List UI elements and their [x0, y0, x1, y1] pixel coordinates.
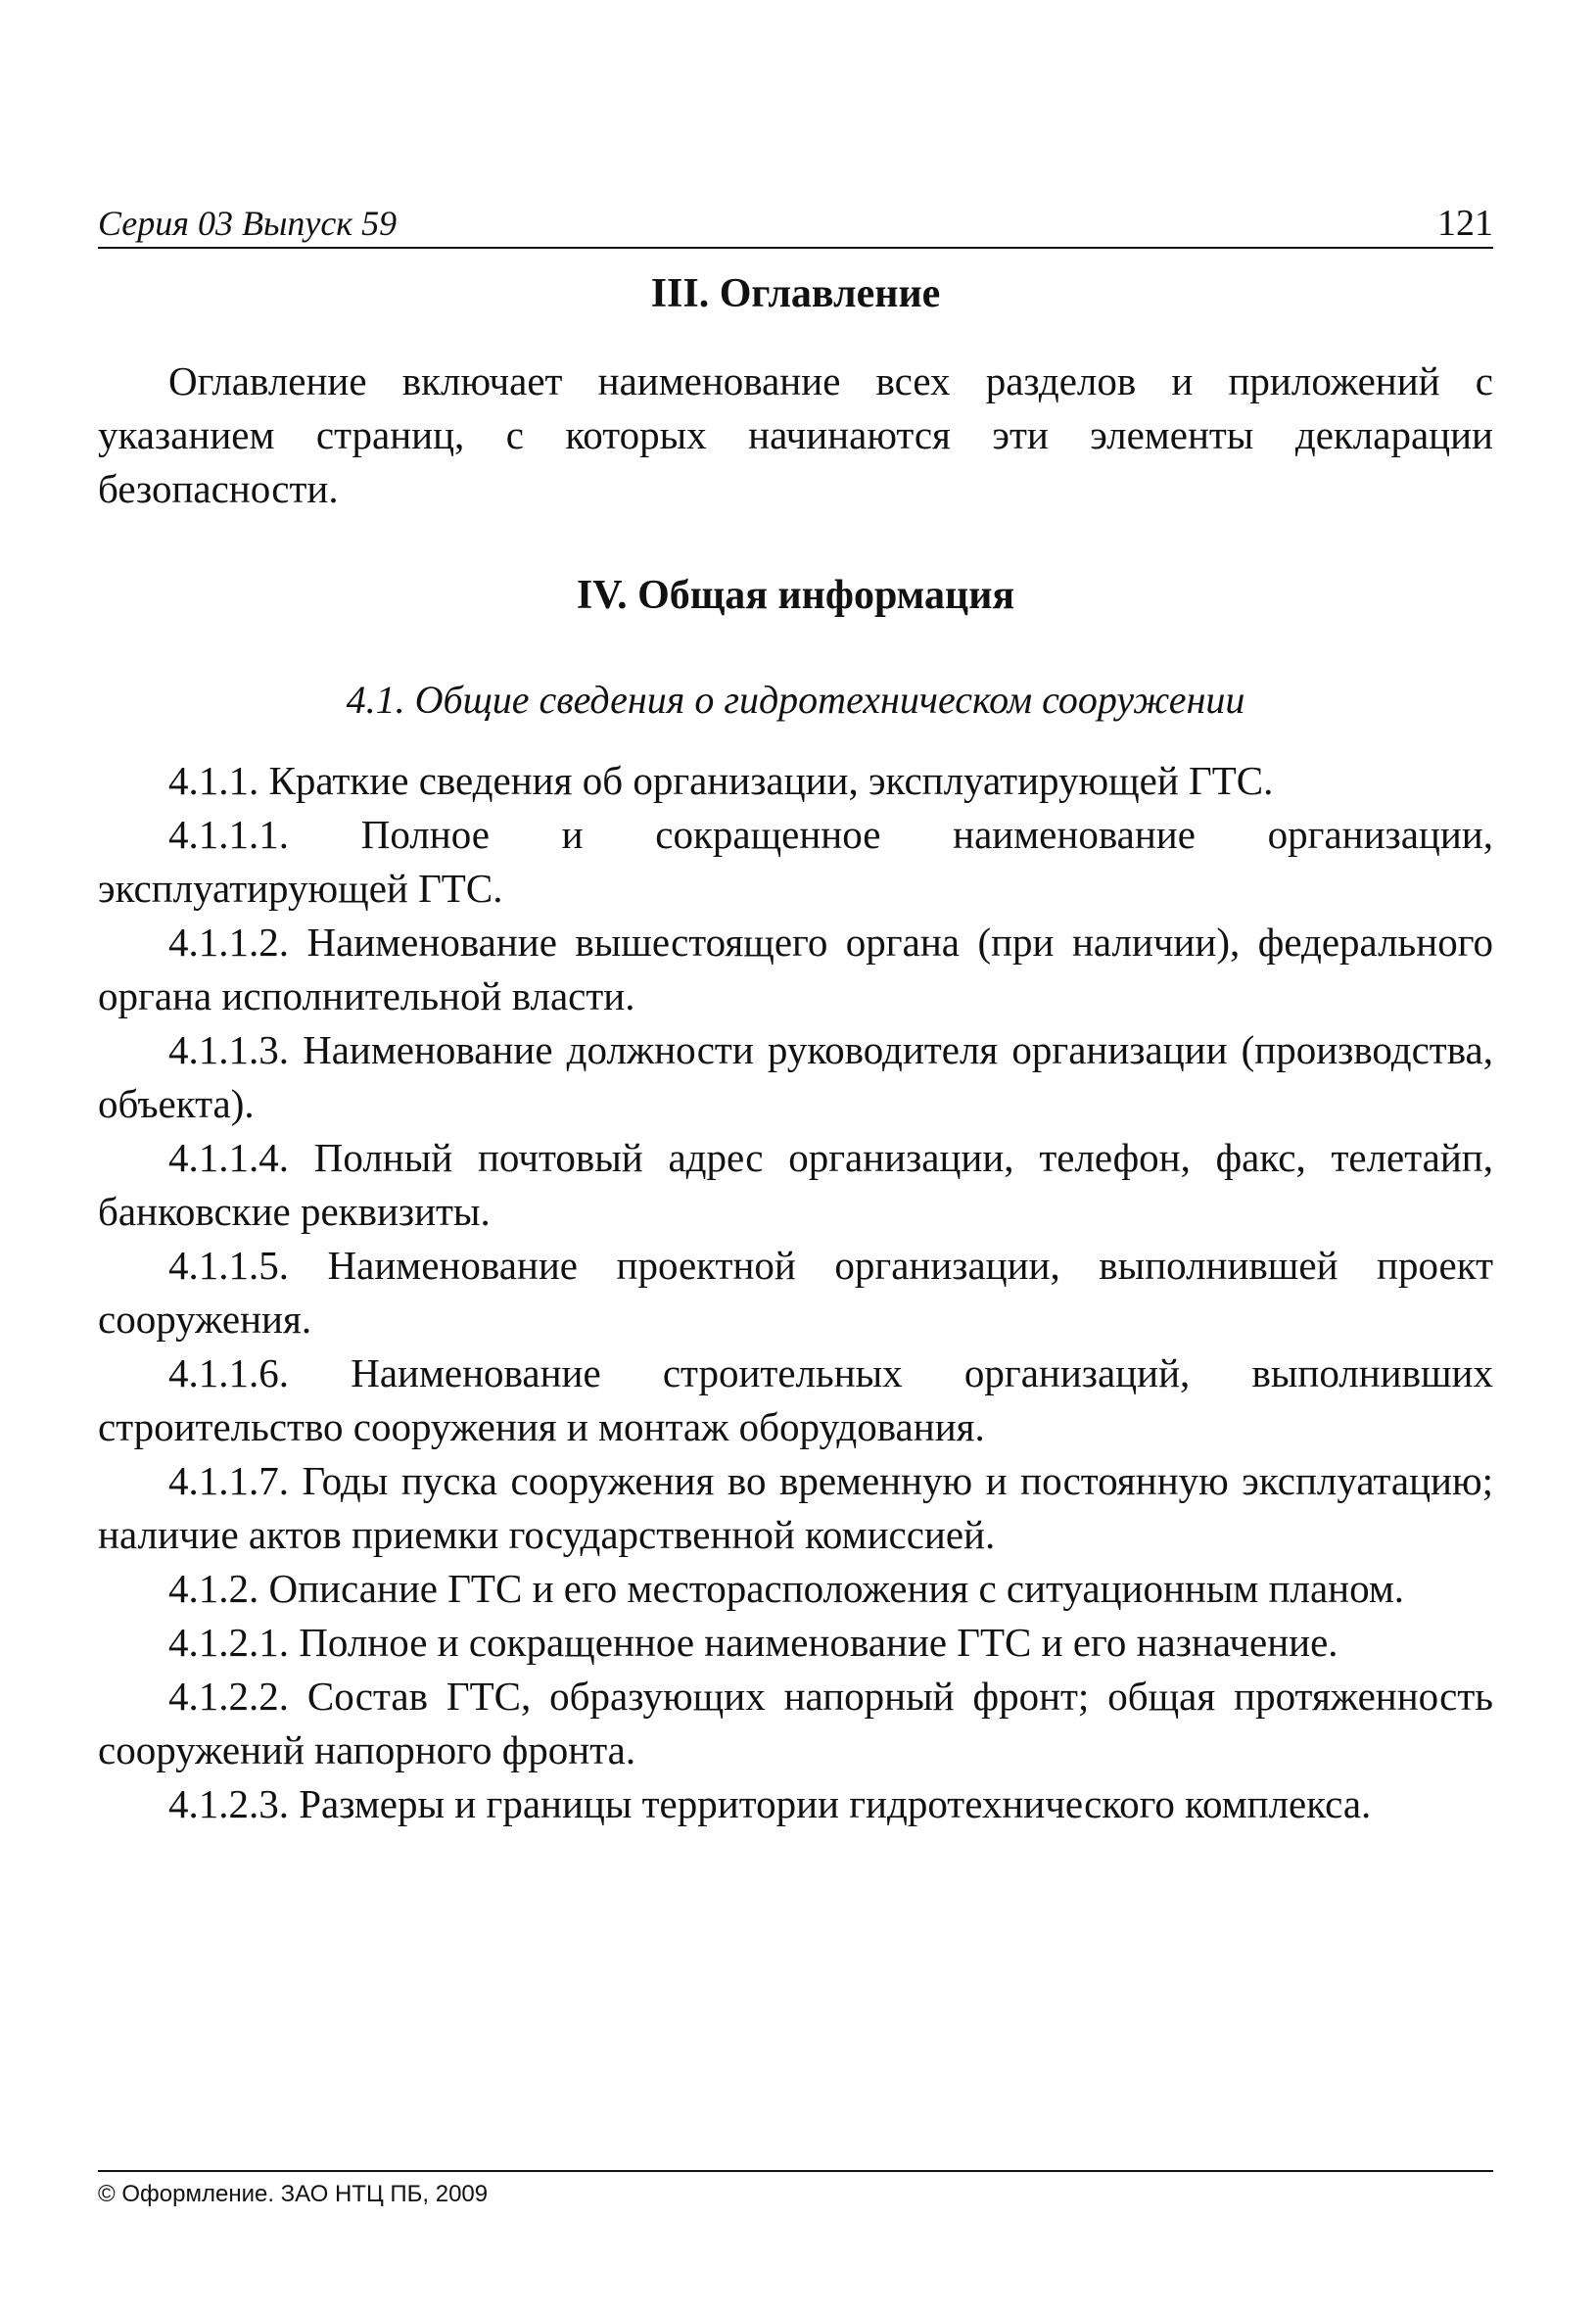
list-item: 4.1.1.1. Полное и сокращенное наименование организации, эксплуатирующей ГТС.	[98, 812, 1493, 911]
section-heading-general-info: IV. Общая информация	[576, 573, 1015, 618]
general-info-body	[98, 754, 1493, 1831]
section-heading-contents: III. Оглавление	[650, 271, 941, 316]
list-item: 4.1.1.4. Полный почтовый адрес организации, телефон, факс, телетайп, банковские реквизиты.	[98, 1135, 1493, 1234]
subsection-heading: 4.1. Общие сведения о гидротехническом сооружении	[346, 678, 1245, 722]
list-item: 4.1.1.6. Наименование строительных организаций, выполнивших строительство сооружения и монтаж оборудования.	[98, 1350, 1493, 1449]
list-item: 4.1.1. Краткие сведения об организации, эксплуатирующей ГТС.	[168, 758, 1274, 803]
list-item: 4.1.1.2. Наименование вышестоящего органа (при наличии), федерального органа исполнительной власти.	[98, 920, 1493, 1018]
list-item: 4.1.2. Описание ГТС и его месторасположения с ситуационным планом.	[168, 1566, 1405, 1611]
footer-copyright: © Оформление. ЗАО НТЦ ПБ, 2009	[98, 2181, 489, 2207]
list-item: 4.1.1.5. Наименование проектной организации, выполнившей проект сооружения.	[98, 1243, 1493, 1342]
page-number: 121	[1437, 203, 1493, 244]
list-item: 4.1.1.3. Наименование должности руководителя организации (производства, объекта).	[98, 1027, 1493, 1126]
list-item: 4.1.2.2. Состав ГТС, образующих напорный фронт; общая протяженность сооружений напорного фронта.	[98, 1674, 1493, 1772]
running-header	[98, 192, 1493, 249]
footer-divider	[98, 2170, 1493, 2172]
section-contents-body	[98, 354, 1493, 516]
list-item: 4.1.1.7. Годы пуска сооружения во временную и постоянную эксплуатацию; наличие актов приемки государственной комиссией.	[98, 1458, 1493, 1557]
document-page	[98, 0, 1493, 2314]
list-item: 4.1.2.3. Размеры и границы территории гидротехнического комплекса.	[168, 1781, 1372, 1826]
list-item: 4.1.2.1. Полное и сокращенное наименование ГТС и его назначение.	[168, 1620, 1338, 1665]
contents-paragraph: Оглавление включает наименование всех разделов и приложений с указанием страниц, с которых начинаются эти элементы декларации безопасности.	[98, 358, 1493, 511]
series-label: Серия 03 Выпуск 59	[98, 204, 398, 243]
